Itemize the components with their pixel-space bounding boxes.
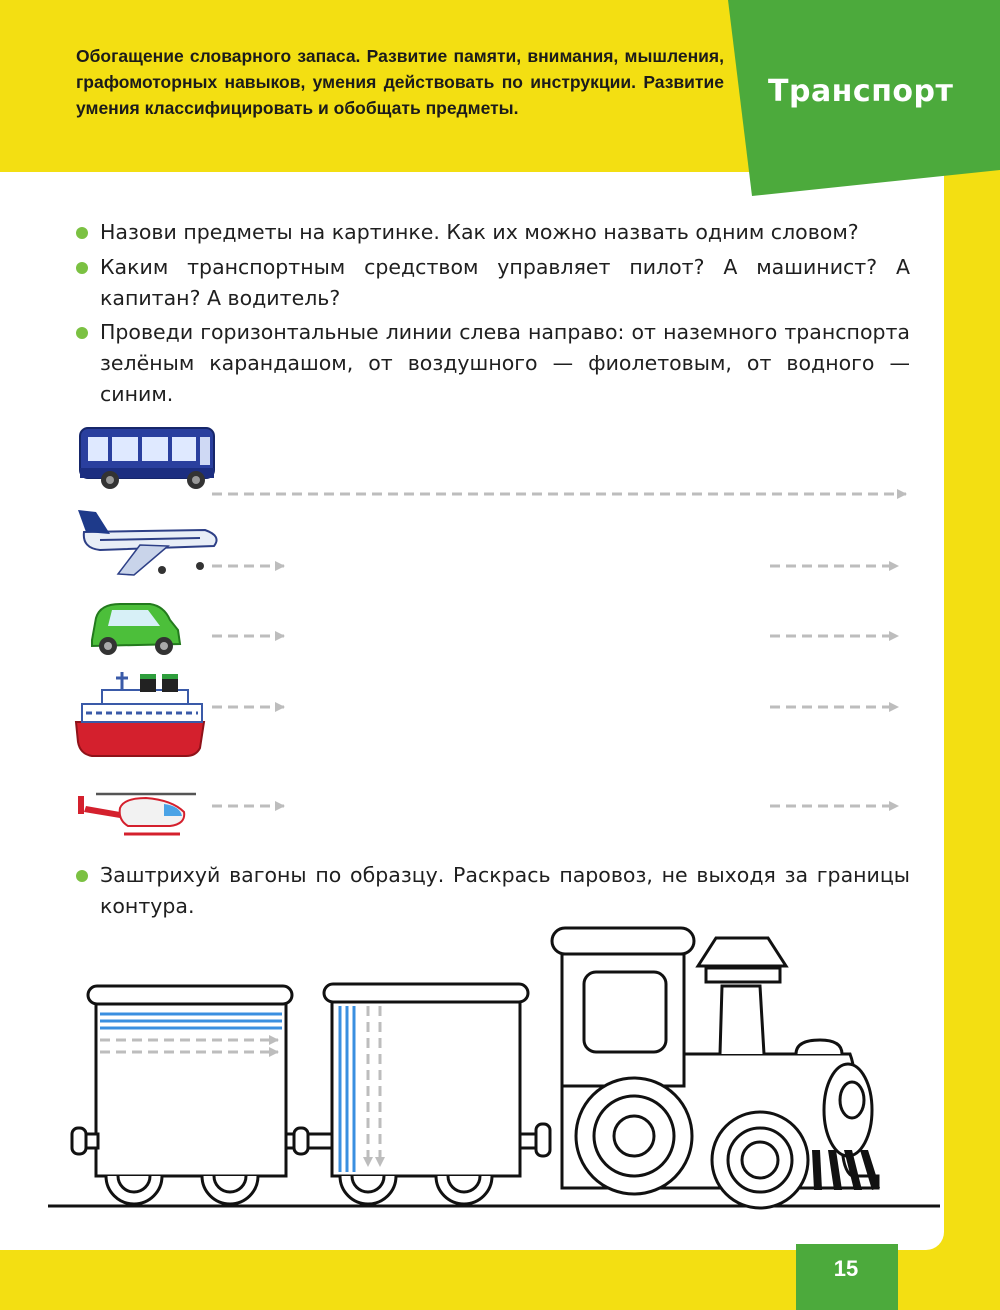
page-number-box xyxy=(796,1244,898,1310)
wagon-2 xyxy=(294,984,550,1204)
section-title: Транспорт xyxy=(768,74,954,109)
task-2-text: Каким транспортным средством управляет пилот? А машинист? А капитан? А водитель? xyxy=(100,255,910,310)
car-icon xyxy=(92,604,180,655)
locomotive xyxy=(552,928,878,1208)
helicopter-icon xyxy=(78,794,196,834)
task-3-text: Проведи горизонтальные линии слева направо: от наземного транспорта зелёным карандашом, от воздушного — фиолетовым, от водного — синим. xyxy=(100,320,910,406)
task-1-text: Назови предметы на картинке. Как их можно назвать одним словом? xyxy=(100,220,859,244)
wagon-1 xyxy=(72,986,298,1204)
airplane-icon xyxy=(78,510,217,575)
bus-icon xyxy=(80,428,214,489)
ship-icon xyxy=(76,672,204,756)
guide-arrows xyxy=(212,494,906,806)
header-description: Обогащение словарного запаса. Развитие памяти, внимания, мышления, графомоторных навыков, умения действовать по инструкции. Развитие умения классифицировать и обобщать предметы. xyxy=(76,46,724,118)
page-number: 15 xyxy=(833,1256,859,1281)
task-4-text: Заштрихуй вагоны по образцу. Раскрась паровоз, не выходя за границы контура. xyxy=(100,863,910,918)
